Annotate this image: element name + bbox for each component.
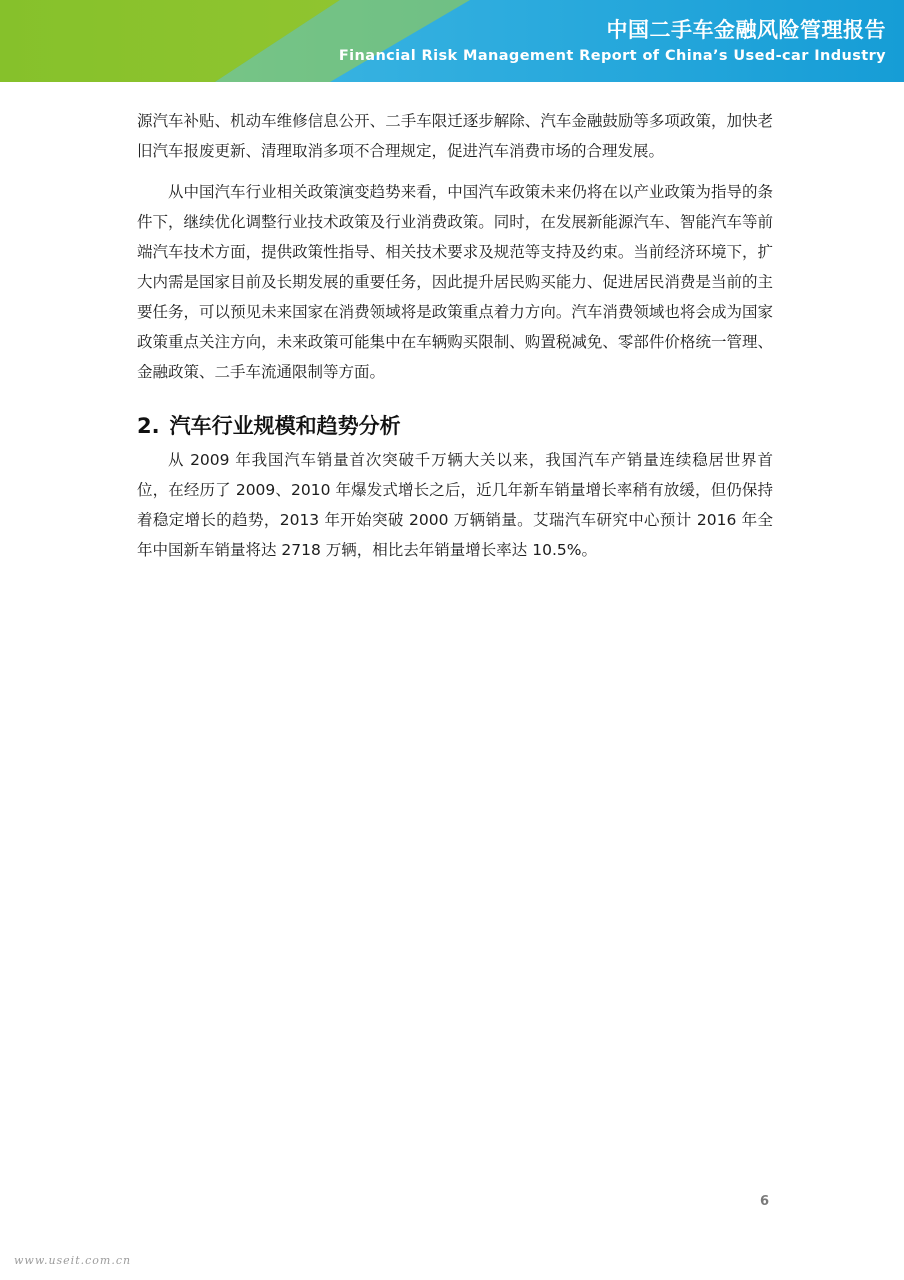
body-paragraph-3: 从 2009 年我国汽车销量首次突破千万辆大关以来，我国汽车产销量连续稳居世界首位，在经历了 2009、2010 年爆发式增长之后，近几年新车销量增长率稍有放缓，但仍保持着稳定增长的趋势，2013 年开始突破 2000 万辆销量。艾瑞汽车研究中心预计 2016 年全年中国新车销量将达 2718 万辆，相比去年销量增长率达 10.5%。	[137, 451, 773, 559]
report-title-cn: 中国二手车金融风险管理报告	[606, 18, 886, 42]
watermark: www.useit.com.cn	[14, 1254, 132, 1267]
body-paragraph-1: 源汽车补贴、机动车维修信息公开、二手车限迁逐步解除、汽车金融鼓励等多项政策，加快老旧汽车报废更新、清理取消多项不合理规定，促进汽车消费市场的合理发展。	[137, 112, 773, 160]
section-number: 2.	[137, 414, 160, 438]
section-heading	[137, 409, 773, 443]
document-body	[137, 106, 773, 576]
page-number: 6	[760, 1194, 770, 1209]
report-title-en: Financial Risk Management Report of China’s Used-car Industry	[338, 48, 886, 64]
header-band	[0, 0, 904, 82]
section-title: 汽车行业规模和趋势分析	[169, 414, 401, 438]
body-paragraph-2: 从中国汽车行业相关政策演变趋势来看，中国汽车政策未来仍将在以产业政策为指导的条件下，继续优化调整行业技术政策及行业消费政策。同时，在发展新能源汽车、智能汽车等前端汽车技术方面，提供政策性指导、相关技术要求及规范等支持及约束。当前经济环境下，扩大内需是国家目前及长期发展的重要任务，因此提升居民购买能力、促进居民消费是当前的主要任务，可以预见未来国家在消费领域将是政策重点着力方向。汽车消费领域也将会成为国家政策重点关注方向，未来政策可能集中在车辆购买限制、购置税减免、零部件价格统一管理、金融政策、二手车流通限制等方面。	[137, 183, 773, 381]
